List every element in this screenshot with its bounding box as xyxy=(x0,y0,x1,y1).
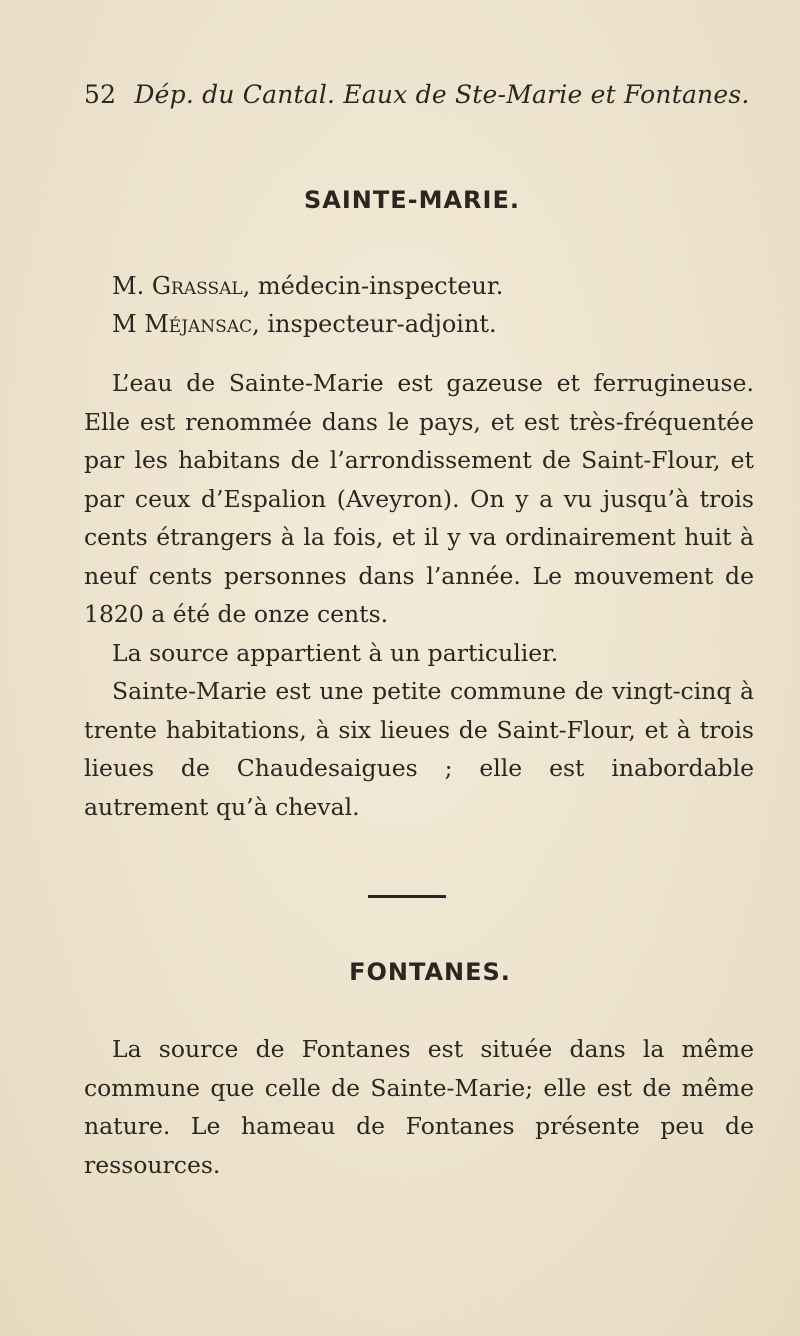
officer-name: Méjansac xyxy=(144,310,253,338)
section-title-fontanes: FONTANES. xyxy=(349,958,511,986)
paragraph: La source appartient à un particulier. xyxy=(112,638,559,667)
officer-prefix: M xyxy=(112,310,137,338)
section-divider xyxy=(368,895,446,898)
running-title: Dép. du Cantal. Eaux de Ste-Marie et Fontanes. xyxy=(134,80,750,109)
paragraph: L’eau de Sainte-Marie est gazeuse et ferrugineuse. Elle est renommée dans le pays, et est très-fréquentée par les habitans de l’arrondissement de Saint-Flour, et par ceux d’Espalion (Aveyron). On y a vu jusqu’à trois cents étrangers à la fois, et il y va ordinairement huit à neuf cents personnes dans l’année. Le mouvement de 1820 a été de onze cents. xyxy=(84,369,754,628)
officer-name: Grassal xyxy=(151,272,243,300)
body-text-fontanes xyxy=(84,1030,754,1184)
paragraph: Sainte-Marie est une petite commune de vingt-cinq à trente habitations, à six lieues de Saint-Flour, et à trois lieues de Chaudesaigues ; elle est inabordable autrement qu’à cheval. xyxy=(84,677,754,821)
officer-role: , inspecteur-adjoint. xyxy=(252,310,497,338)
officer-line xyxy=(112,310,497,338)
paragraph: La source de Fontanes est située dans la même commune que celle de Sainte-Marie; elle est de même nature. Le hameau de Fontanes présente peu de ressources. xyxy=(84,1035,754,1179)
page-number: 52 xyxy=(84,80,117,109)
body-text-sainte-marie xyxy=(84,364,754,826)
officer-role: , médecin-inspecteur. xyxy=(242,272,504,300)
officer-line xyxy=(112,272,503,300)
running-head xyxy=(84,80,750,109)
officer-prefix: M. xyxy=(112,272,145,300)
section-title-sainte-marie: SAINTE-MARIE. xyxy=(304,186,520,214)
